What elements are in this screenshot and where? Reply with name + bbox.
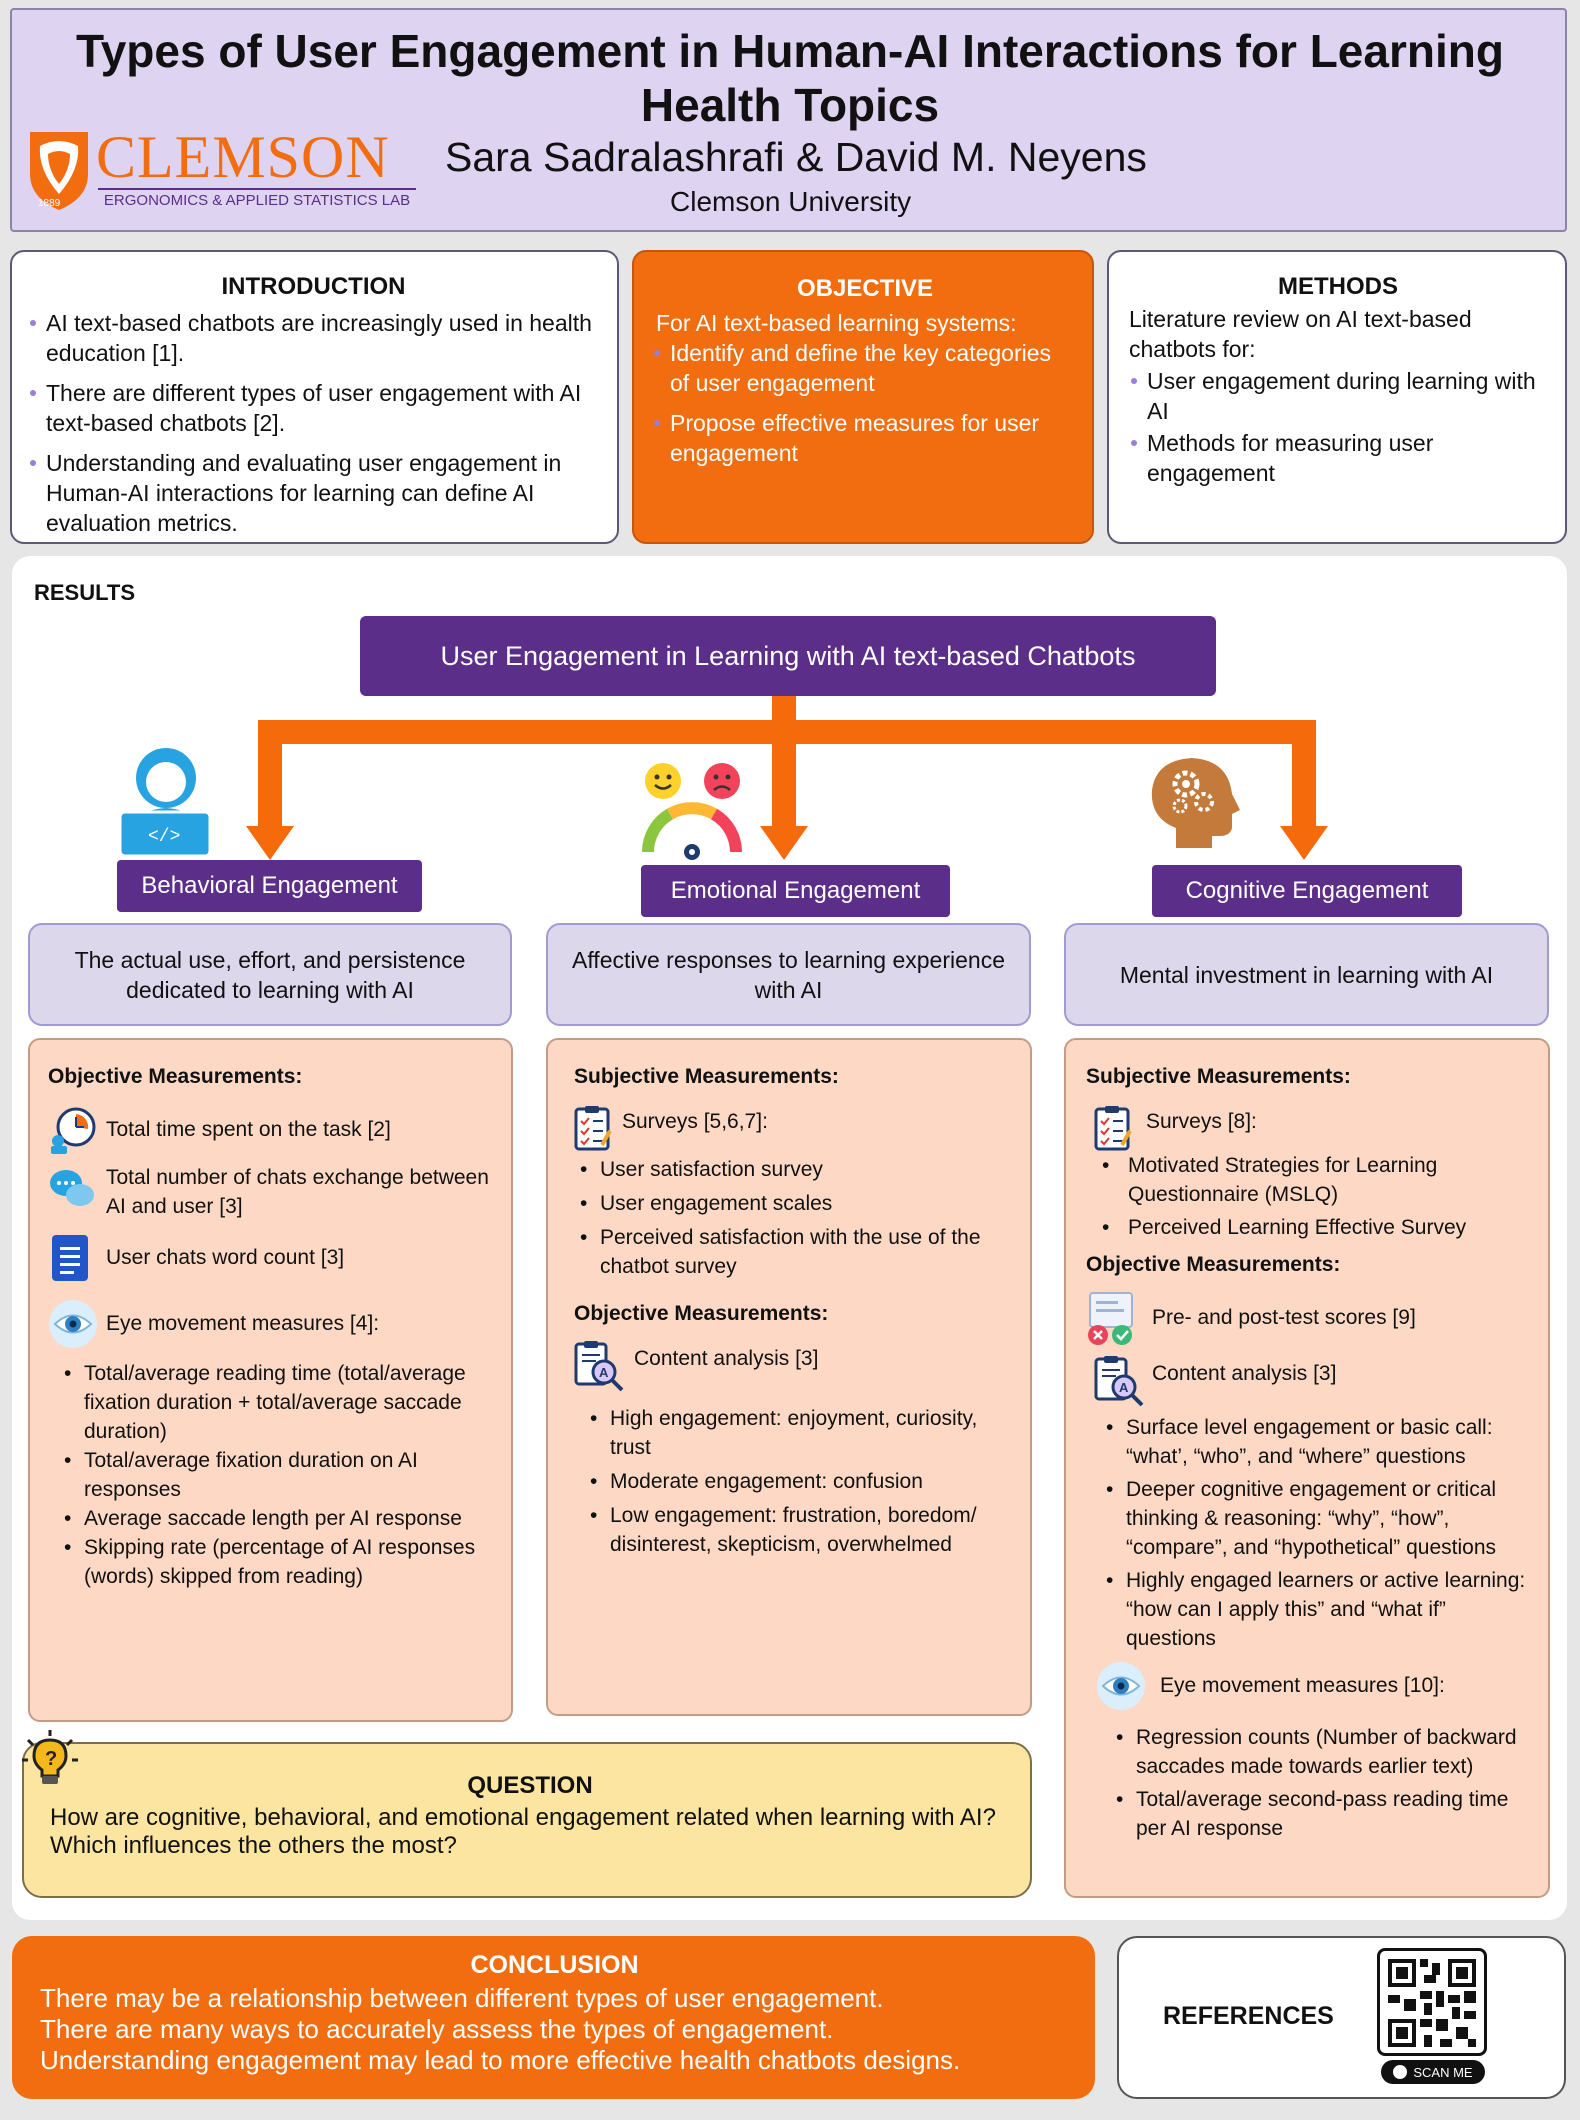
cognitive-measures (1064, 1038, 1550, 1898)
introduction-heading: INTRODUCTION (221, 273, 406, 300)
coder-person-icon (120, 748, 210, 856)
list-item: • User engagement scales (578, 1189, 1014, 1218)
svg-text:A: A (599, 1365, 609, 1380)
list-item: • Total/average reading time (total/average fixation duration + total/average saccade duration) (62, 1359, 495, 1446)
list-item: Understanding and evaluating user engagement in Human-AI interactions for learning can define AI evaluation metrics. (28, 448, 599, 538)
test-results-icon (1086, 1291, 1140, 1347)
cognitive-engagement-label: Cognitive Engagement (1152, 865, 1462, 917)
clock-person-icon (48, 1105, 98, 1155)
list-item: • Regression counts (Number of backward saccades made towards earlier text) (1114, 1723, 1534, 1781)
conclusion-heading: CONCLUSION (470, 1951, 639, 1979)
list-item: There are different types of user engagement with AI text-based chatbots [2]. (28, 378, 599, 438)
conclusion-line: There are many ways to accurately assess the types of engagement. (40, 2014, 834, 2044)
list-item: • User satisfaction survey (578, 1155, 1014, 1184)
svg-text:</>: </> (148, 827, 181, 847)
list-item: • Deeper cognitive engagement or critical thinking & reasoning: “why”, “how”, “compare”, and “hypothetical” questions (1104, 1475, 1534, 1562)
results-heading: RESULTS (34, 580, 136, 605)
list-item: Propose effective measures for user engagement (652, 408, 1074, 468)
lightbulb-icon (18, 1726, 82, 1790)
content-analysis-measure: A Content analysis [3] (574, 1340, 1014, 1394)
methods-lead: Literature review on AI text-based chatbots for: (1129, 306, 1472, 362)
objective-heading: OBJECTIVE (796, 275, 934, 302)
cognitive-definition: Mental investment in learning with AI (1064, 923, 1549, 1026)
list-item: • Moderate engagement: confusion (588, 1467, 1014, 1496)
behavioral-measures (28, 1038, 513, 1722)
qr-code[interactable] (1377, 1948, 1487, 2056)
head-gears-icon (1152, 758, 1240, 848)
scan-me-badge: SCAN ME (1381, 2060, 1485, 2084)
list-item: • Perceived satisfaction with the use of the chatbot survey (578, 1223, 1014, 1281)
question-line: Which influences the others the most? (50, 1832, 457, 1859)
list-item: • Total/average second-pass reading time per AI response (1114, 1785, 1534, 1843)
word-count-measure: User chats word count [3] (48, 1233, 495, 1285)
list-item: • High engagement: enjoyment, curiosity, trust (588, 1404, 1014, 1462)
eye-icon (48, 1299, 98, 1349)
objective-measurements-heading: Objective Measurements: (574, 1302, 829, 1325)
list-item: • Surface level engagement or basic call: “what’, “who”, and “where” questions (1104, 1413, 1534, 1471)
time-measure: Total time spent on the task [2] (48, 1105, 495, 1151)
chat-bubbles-icon (48, 1167, 96, 1211)
eye-movement-measure: Eye movement measures [10]: (1086, 1661, 1534, 1713)
logo-subtext: ERGONOMICS & APPLIED STATISTICS LAB (98, 188, 416, 209)
list-item: • Highly engaged learners or active learning: “how can I apply this” and “what if” questions (1104, 1566, 1534, 1653)
svg-text:A: A (1119, 1380, 1129, 1395)
list-item: User engagement during learning with AI (1129, 366, 1547, 426)
clipboard-survey-icon (574, 1105, 612, 1151)
conclusion-panel (12, 1936, 1095, 2099)
subjective-measurements-heading: Subjective Measurements: (1086, 1065, 1351, 1088)
list-item: Identify and define the key categories of user engagement (652, 338, 1074, 398)
references-panel (1117, 1936, 1566, 2099)
objective-measurements-heading: Objective Measurements: (48, 1065, 303, 1088)
list-item: • Total/average fixation duration on AI responses (62, 1446, 495, 1504)
branch-arrows (0, 0, 1580, 870)
subjective-measurements-heading: Subjective Measurements: (574, 1065, 839, 1088)
emotional-definition: Affective responses to learning experience with AI (546, 923, 1031, 1026)
document-icon (48, 1233, 92, 1283)
test-scores-measure: Pre- and post-test scores [9] (1086, 1291, 1534, 1347)
scan-icon (1393, 2065, 1407, 2079)
emotion-gauge-icon (645, 763, 740, 860)
question-heading: QUESTION (467, 1772, 593, 1799)
emotional-engagement-label: Emotional Engagement (641, 865, 950, 917)
logo-wordmark: CLEMSON (96, 124, 390, 190)
emotional-measures (546, 1038, 1032, 1716)
svg-text:1889: 1889 (38, 198, 61, 209)
list-item: • Low engagement: frustration, boredom/ disinterest, skepticism, overwhelmed (588, 1501, 1014, 1559)
list-item: • Average saccade length per AI response (62, 1504, 495, 1533)
list-item: • Perceived Learning Effective Survey (1100, 1213, 1534, 1242)
clipboard-magnifier-icon (574, 1340, 626, 1392)
surveys-measure: Surveys [5,6,7]: (574, 1105, 1014, 1151)
clipboard-survey-icon (1094, 1105, 1132, 1151)
conclusion-line: Understanding engagement may lead to more effective health chatbots designs. (40, 2045, 961, 2075)
authors: Sara Sadralashrafi & David M. Neyens (445, 134, 1147, 180)
behavioral-definition: The actual use, effort, and persistence dedicated to learning with AI (28, 923, 512, 1026)
objective-measurements-heading: Objective Measurements: (1086, 1253, 1341, 1276)
eye-icon (1096, 1661, 1146, 1711)
engagement-main-box: User Engagement in Learning with AI text-based Chatbots (360, 616, 1216, 696)
question-panel (22, 1742, 1032, 1898)
surveys-measure: Surveys [8]: (1086, 1105, 1534, 1149)
references-heading: REFERENCES (1163, 2002, 1334, 2030)
list-item: • Skipping rate (percentage of AI responses (words) skipped from reading) (62, 1533, 495, 1591)
clipboard-magnifier-icon (1094, 1355, 1146, 1407)
list-item: AI text-based chatbots are increasingly used in health education [1]. (28, 308, 599, 368)
methods-heading: METHODS (1278, 273, 1398, 300)
list-item: • Motivated Strategies for Learning Questionnaire (MSLQ) (1100, 1151, 1534, 1209)
chats-measure: Total number of chats exchange between AI and user [3] (48, 1163, 495, 1221)
conclusion-line: There may be a relationship between different types of user engagement. (40, 1983, 884, 2013)
poster-title: Types of User Engagement in Human-AI Interactions for Learning Health Topics (76, 25, 1504, 131)
content-analysis-measure: A Content analysis [3] (1086, 1355, 1534, 1409)
eye-movement-measure: Eye movement measures [4]: (48, 1299, 495, 1351)
affiliation: Clemson University (670, 186, 912, 217)
objective-lead: For AI text-based learning systems: (656, 310, 1017, 336)
question-line: How are cognitive, behavioral, and emotional engagement related when learning with AI? (50, 1804, 996, 1831)
qr-code-icon (1388, 1959, 1476, 2047)
behavioral-engagement-label: Behavioral Engagement (117, 860, 422, 912)
svg-text:?: ? (45, 1748, 58, 1770)
list-item: Methods for measuring user engagement (1129, 428, 1547, 488)
